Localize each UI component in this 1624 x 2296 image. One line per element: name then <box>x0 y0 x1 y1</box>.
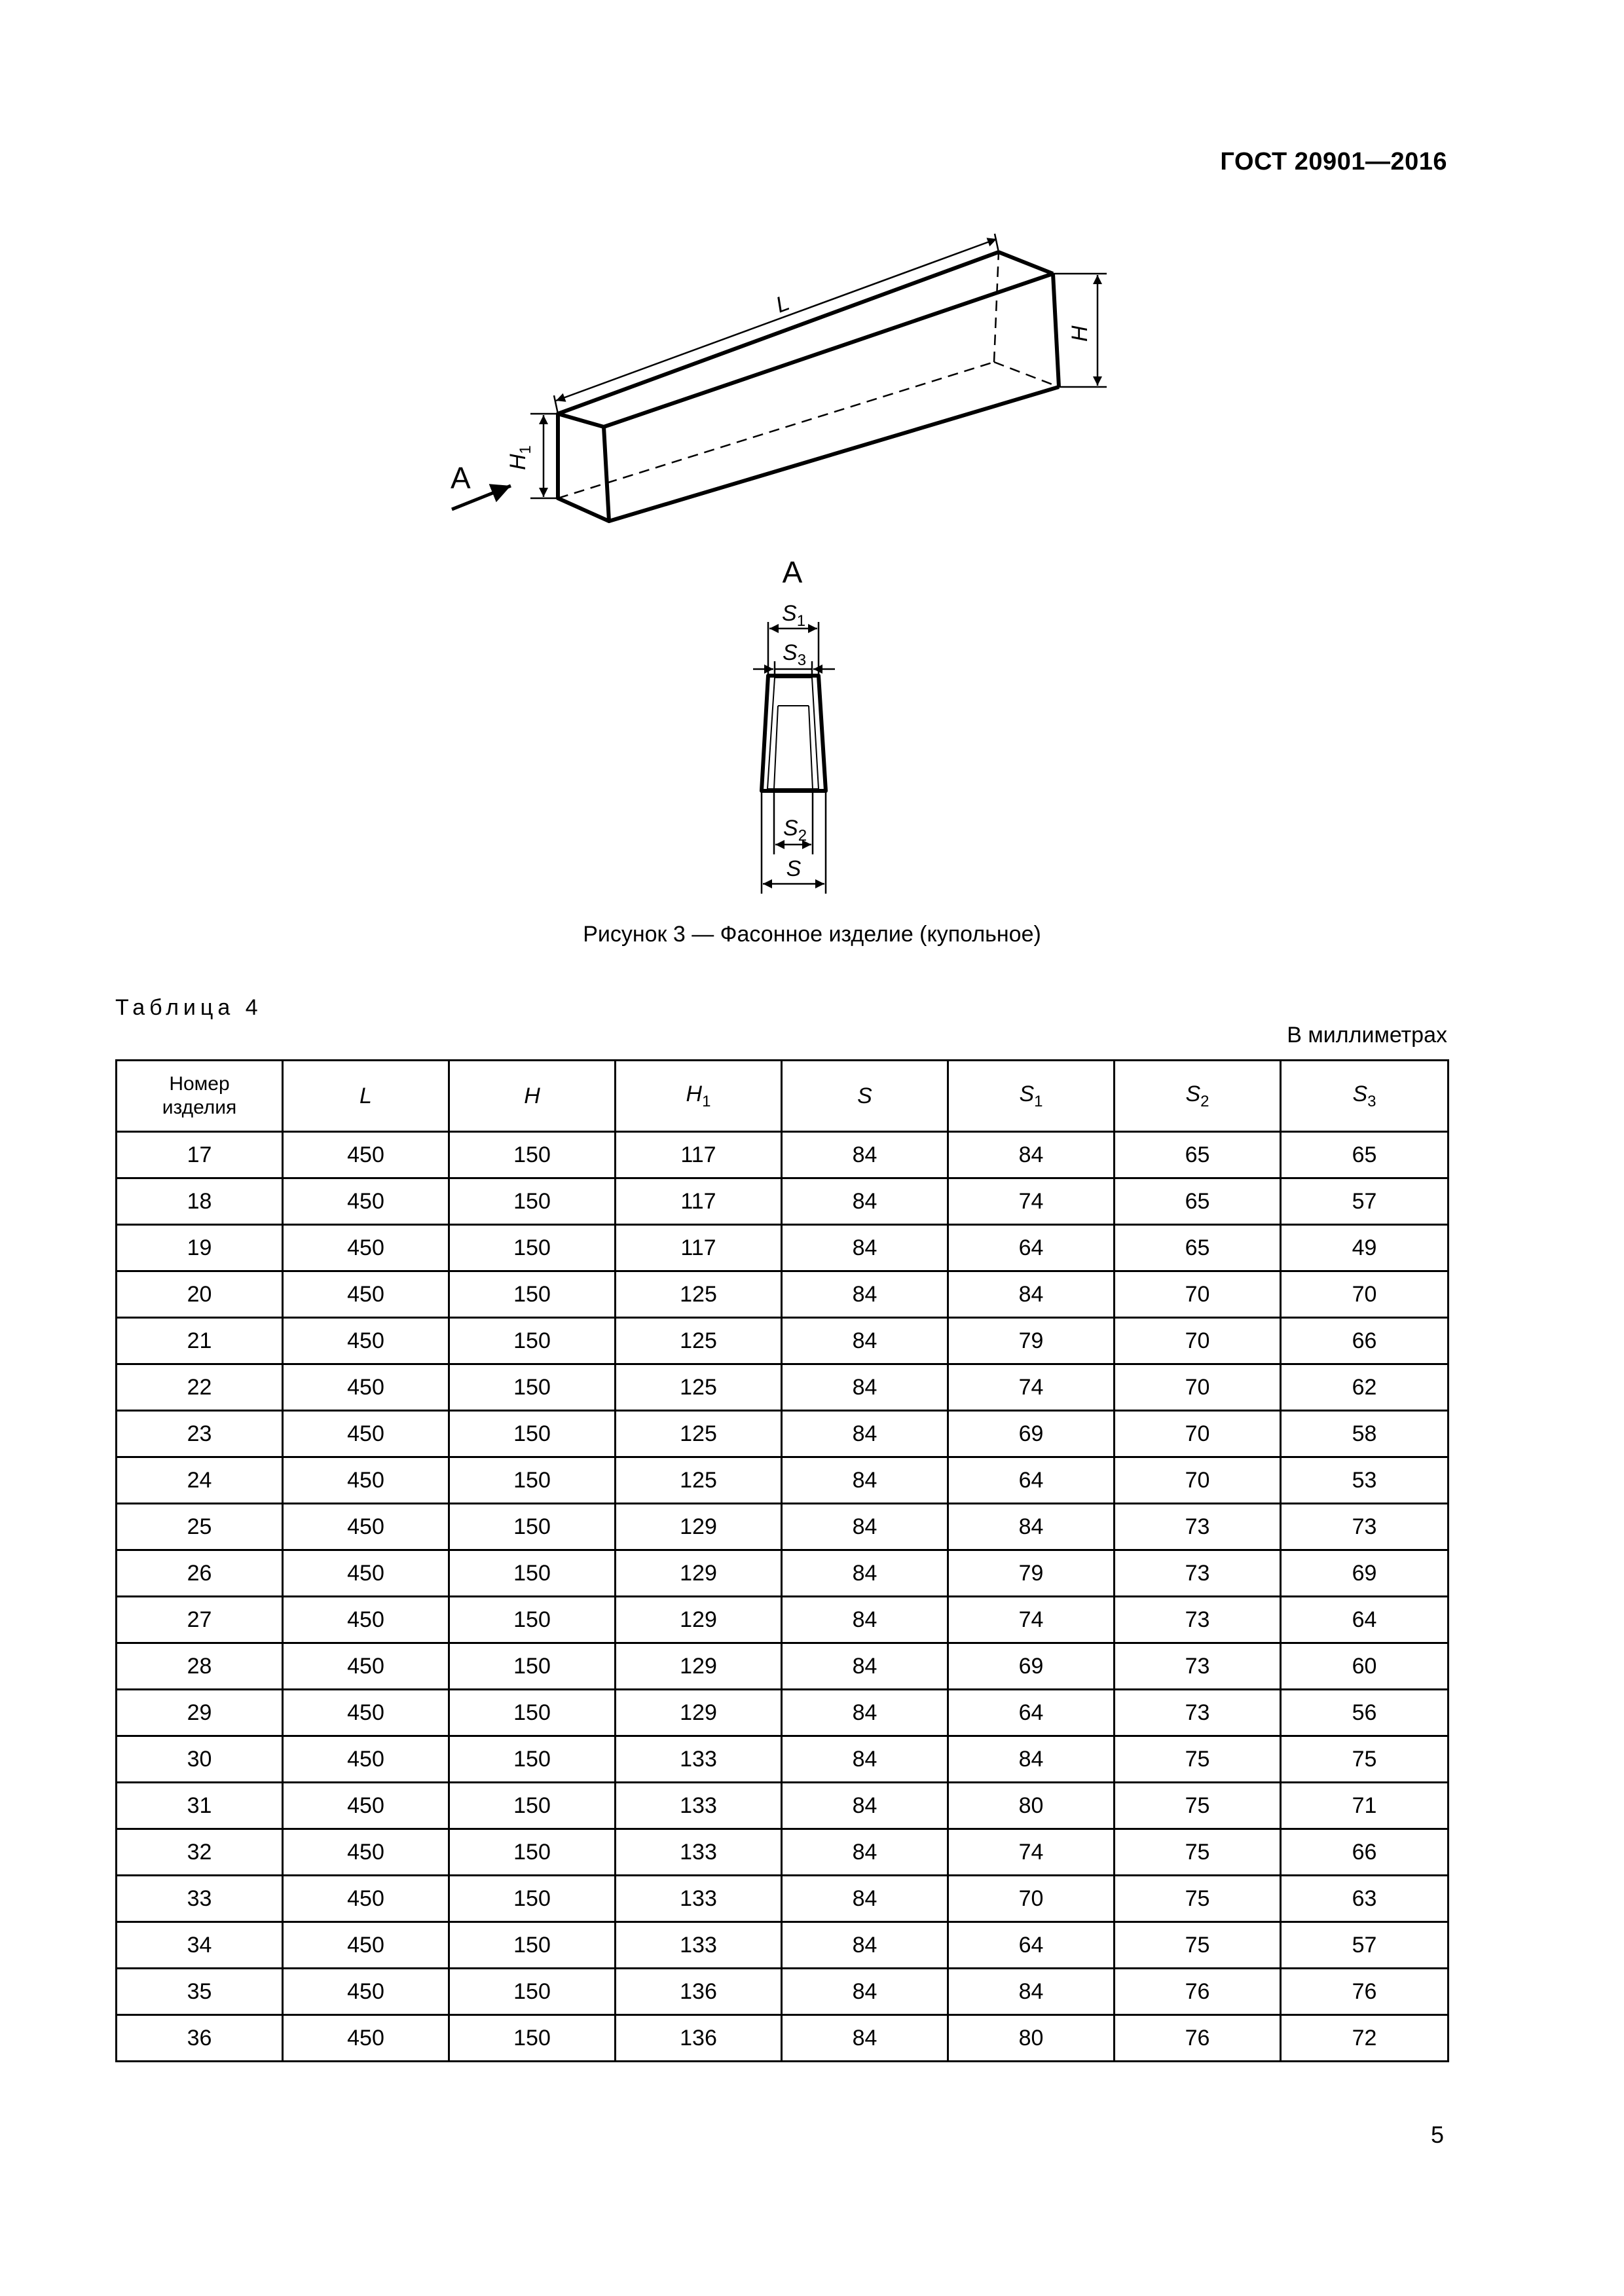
table-cell: 450 <box>283 1411 449 1457</box>
table-row <box>117 1597 1449 1643</box>
table-cell: 117 <box>616 1132 782 1178</box>
table-cell: 56 <box>1281 1690 1449 1736</box>
table-cell: 75 <box>1115 1736 1281 1783</box>
table-cell: 133 <box>616 1876 782 1922</box>
table-cell: 35 <box>117 1969 283 2015</box>
table-cell: 75 <box>1115 1876 1281 1922</box>
table-cell: 84 <box>782 1783 948 1829</box>
table-label: Таблица 4 <box>115 995 263 1020</box>
table-cell: 150 <box>449 1132 616 1178</box>
dim-L <box>554 234 999 414</box>
table-cell: 133 <box>616 1922 782 1969</box>
table-cell: 80 <box>948 1783 1115 1829</box>
table-cell: 150 <box>449 1504 616 1550</box>
label-S1: $S_1$ <box>782 601 806 630</box>
col-header-number: Номер изделия <box>117 1061 283 1132</box>
table-cell: 84 <box>782 1876 948 1922</box>
label-view-a: A <box>451 461 471 495</box>
table-cell: 30 <box>117 1736 283 1783</box>
table-cell: 150 <box>449 2015 616 2062</box>
col-header-S1: $S_1$ <box>948 1061 1115 1132</box>
table-cell: 84 <box>782 1178 948 1225</box>
table-cell: 84 <box>782 1504 948 1550</box>
table-cell: 74 <box>948 1597 1115 1643</box>
col-header-H1: $H_1$ <box>616 1061 782 1132</box>
table-cell: 75 <box>1281 1736 1449 1783</box>
table-cell: 57 <box>1281 1922 1449 1969</box>
table-row <box>117 1411 1449 1457</box>
table-cell: 84 <box>782 1690 948 1736</box>
table-cell: 450 <box>283 1783 449 1829</box>
table-cell: 33 <box>117 1876 283 1922</box>
table-row <box>117 1504 1449 1550</box>
table-cell: 79 <box>948 1318 1115 1364</box>
table-cell: 66 <box>1281 1829 1449 1876</box>
table-cell: 70 <box>1115 1411 1281 1457</box>
table-cell: 84 <box>948 1736 1115 1783</box>
table-cell: 133 <box>616 1736 782 1783</box>
table-cell: 84 <box>782 1132 948 1178</box>
table-row <box>117 1783 1449 1829</box>
table-cell: 84 <box>782 1922 948 1969</box>
table-cell: 69 <box>948 1643 1115 1690</box>
table-cell: 64 <box>1281 1597 1449 1643</box>
table-cell: 450 <box>283 1922 449 1969</box>
table-cell: 129 <box>616 1504 782 1550</box>
table-cell: 125 <box>616 1411 782 1457</box>
col-header-H: H <box>449 1061 616 1132</box>
table-cell: 450 <box>283 1643 449 1690</box>
table-cell: 450 <box>283 1504 449 1550</box>
table-row <box>117 1969 1449 2015</box>
table-cell: 150 <box>449 1225 616 1271</box>
table-cell: 150 <box>449 1178 616 1225</box>
table-cell: 450 <box>283 1132 449 1178</box>
table-row <box>117 1736 1449 1783</box>
dimensions-table <box>115 1059 1449 2062</box>
table-cell: 84 <box>782 1225 948 1271</box>
table-cell: 17 <box>117 1132 283 1178</box>
table-cell: 84 <box>782 2015 948 2062</box>
table-cell: 150 <box>449 1597 616 1643</box>
table-cell: 450 <box>283 1597 449 1643</box>
table-cell: 84 <box>782 1457 948 1504</box>
table-cell: 84 <box>782 1736 948 1783</box>
table-cell: 450 <box>283 1876 449 1922</box>
table-cell: 450 <box>283 1457 449 1504</box>
table-cell: 84 <box>948 1504 1115 1550</box>
table-cell: 150 <box>449 1457 616 1504</box>
table-cell: 70 <box>1115 1457 1281 1504</box>
table-cell: 125 <box>616 1271 782 1318</box>
table-cell: 70 <box>1115 1364 1281 1411</box>
table-cell: 133 <box>616 1783 782 1829</box>
table-cell: 450 <box>283 1550 449 1597</box>
table-cell: 31 <box>117 1783 283 1829</box>
table-cell: 28 <box>117 1643 283 1690</box>
label-S: S <box>786 856 802 881</box>
table-cell: 65 <box>1115 1132 1281 1178</box>
table-cell: 450 <box>283 1178 449 1225</box>
table-cell: 27 <box>117 1597 283 1643</box>
table-cell: 75 <box>1115 1922 1281 1969</box>
table-cell: 76 <box>1281 1969 1449 2015</box>
table-cell: 75 <box>1115 1829 1281 1876</box>
table-row <box>117 1271 1449 1318</box>
table-cell: 84 <box>782 1271 948 1318</box>
table-row <box>117 1690 1449 1736</box>
dim-H1 <box>530 414 558 498</box>
table-cell: 84 <box>782 1643 948 1690</box>
table-cell: 21 <box>117 1318 283 1364</box>
table-cell: 450 <box>283 1271 449 1318</box>
table-cell: 84 <box>782 1550 948 1597</box>
table-cell: 450 <box>283 1690 449 1736</box>
label-L: L <box>772 290 793 318</box>
table-cell: 84 <box>782 1597 948 1643</box>
table-cell: 26 <box>117 1550 283 1597</box>
section-a-title: A <box>782 555 803 589</box>
table-cell: 84 <box>782 1411 948 1457</box>
table-cell: 32 <box>117 1829 283 1876</box>
table-cell: 20 <box>117 1271 283 1318</box>
table-row <box>117 1876 1449 1922</box>
table-cell: 150 <box>449 1550 616 1597</box>
table-cell: 150 <box>449 1969 616 2015</box>
table-cell: 150 <box>449 1643 616 1690</box>
figure-caption: Рисунок 3 — Фасонное изделие (купольное) <box>583 922 1041 947</box>
table-cell: 79 <box>948 1550 1115 1597</box>
table-cell: 63 <box>1281 1876 1449 1922</box>
table-cell: 65 <box>1115 1225 1281 1271</box>
table-cell: 450 <box>283 1225 449 1271</box>
table-cell: 450 <box>283 2015 449 2062</box>
document-id: ГОСТ 20901—2016 <box>1220 148 1447 175</box>
table-cell: 58 <box>1281 1411 1449 1457</box>
table-cell: 450 <box>283 1318 449 1364</box>
table-cell: 150 <box>449 1783 616 1829</box>
table-cell: 57 <box>1281 1178 1449 1225</box>
table-cell: 64 <box>948 1922 1115 1969</box>
table-cell: 450 <box>283 1364 449 1411</box>
table-cell: 136 <box>616 1969 782 2015</box>
table-cell: 84 <box>782 1829 948 1876</box>
label-S2: $S_2$ <box>783 816 807 845</box>
table-cell: 49 <box>1281 1225 1449 1271</box>
table-cell: 450 <box>283 1829 449 1876</box>
table-cell: 129 <box>616 1690 782 1736</box>
col-header-S3: $S_3$ <box>1281 1061 1449 1132</box>
table-cell: 73 <box>1115 1690 1281 1736</box>
table-row <box>117 1178 1449 1225</box>
table-cell: 65 <box>1281 1132 1449 1178</box>
table-cell: 84 <box>782 1364 948 1411</box>
table-cell: 23 <box>117 1411 283 1457</box>
table-cell: 70 <box>948 1876 1115 1922</box>
table-cell: 80 <box>948 2015 1115 2062</box>
table-cell: 73 <box>1115 1550 1281 1597</box>
table-cell: 450 <box>283 1969 449 2015</box>
table-cell: 150 <box>449 1876 616 1922</box>
table-cell: 64 <box>948 1225 1115 1271</box>
table-cell: 24 <box>117 1457 283 1504</box>
table-cell: 73 <box>1115 1643 1281 1690</box>
col-header-S: S <box>782 1061 948 1132</box>
table-cell: 53 <box>1281 1457 1449 1504</box>
visible-edges <box>558 252 1059 521</box>
table-cell: 64 <box>948 1690 1115 1736</box>
label-H1: $H_1$ <box>506 445 534 470</box>
table-cell: 84 <box>782 1318 948 1364</box>
table-header-row <box>117 1061 1449 1132</box>
table-cell: 76 <box>1115 2015 1281 2062</box>
table-cell: 84 <box>782 1969 948 2015</box>
table-cell: 74 <box>948 1178 1115 1225</box>
table-row <box>117 2015 1449 2062</box>
table-units: В миллиметрах <box>1287 1023 1447 1048</box>
table-cell: 69 <box>948 1411 1115 1457</box>
table-cell: 18 <box>117 1178 283 1225</box>
table-row <box>117 1829 1449 1876</box>
label-H: H <box>1067 325 1092 342</box>
table-cell: 19 <box>117 1225 283 1271</box>
table-cell: 70 <box>1115 1271 1281 1318</box>
table-cell: 36 <box>117 2015 283 2062</box>
table-cell: 73 <box>1281 1504 1449 1550</box>
table-cell: 150 <box>449 1690 616 1736</box>
table-cell: 84 <box>948 1969 1115 2015</box>
table-row <box>117 1364 1449 1411</box>
figure-3-drawing <box>0 0 1624 917</box>
table-cell: 117 <box>616 1225 782 1271</box>
table-row <box>117 1318 1449 1364</box>
col-header-L: L <box>283 1061 449 1132</box>
table-cell: 150 <box>449 1411 616 1457</box>
table-cell: 129 <box>616 1643 782 1690</box>
table-row <box>117 1225 1449 1271</box>
page-number: 5 <box>1430 2121 1444 2148</box>
table-cell: 65 <box>1115 1178 1281 1225</box>
table-cell: 117 <box>616 1178 782 1225</box>
table-cell: 64 <box>948 1457 1115 1504</box>
table-cell: 125 <box>616 1364 782 1411</box>
table-cell: 62 <box>1281 1364 1449 1411</box>
table-cell: 136 <box>616 2015 782 2062</box>
table-cell: 69 <box>1281 1550 1449 1597</box>
table-cell: 75 <box>1115 1783 1281 1829</box>
table-row <box>117 1550 1449 1597</box>
table-row <box>117 1457 1449 1504</box>
table-cell: 70 <box>1115 1318 1281 1364</box>
table-cell: 150 <box>449 1364 616 1411</box>
table-cell: 133 <box>616 1829 782 1876</box>
block-isometric <box>452 234 1107 521</box>
table-cell: 25 <box>117 1504 283 1550</box>
table-cell: 73 <box>1115 1504 1281 1550</box>
table-row <box>117 1643 1449 1690</box>
table-cell: 74 <box>948 1829 1115 1876</box>
table-cell: 74 <box>948 1364 1115 1411</box>
table-cell: 129 <box>616 1550 782 1597</box>
table-cell: 70 <box>1281 1271 1449 1318</box>
table-cell: 71 <box>1281 1783 1449 1829</box>
table-cell: 125 <box>616 1457 782 1504</box>
table-cell: 150 <box>449 1922 616 1969</box>
table-cell: 22 <box>117 1364 283 1411</box>
table-cell: 73 <box>1115 1597 1281 1643</box>
table-cell: 72 <box>1281 2015 1449 2062</box>
table-cell: 125 <box>616 1318 782 1364</box>
table-cell: 60 <box>1281 1643 1449 1690</box>
table-cell: 76 <box>1115 1969 1281 2015</box>
table-cell: 150 <box>449 1829 616 1876</box>
table-row <box>117 1922 1449 1969</box>
label-S3: $S_3$ <box>783 640 807 669</box>
table-cell: 450 <box>283 1736 449 1783</box>
table-cell: 29 <box>117 1690 283 1736</box>
table-cell: 84 <box>948 1132 1115 1178</box>
table-cell: 34 <box>117 1922 283 1969</box>
table-cell: 66 <box>1281 1318 1449 1364</box>
table-cell: 84 <box>948 1271 1115 1318</box>
table-cell: 150 <box>449 1271 616 1318</box>
col-header-S2: $S_2$ <box>1115 1061 1281 1132</box>
table-row <box>117 1132 1449 1178</box>
table-cell: 150 <box>449 1736 616 1783</box>
table-cell: 129 <box>616 1597 782 1643</box>
table-cell: 150 <box>449 1318 616 1364</box>
